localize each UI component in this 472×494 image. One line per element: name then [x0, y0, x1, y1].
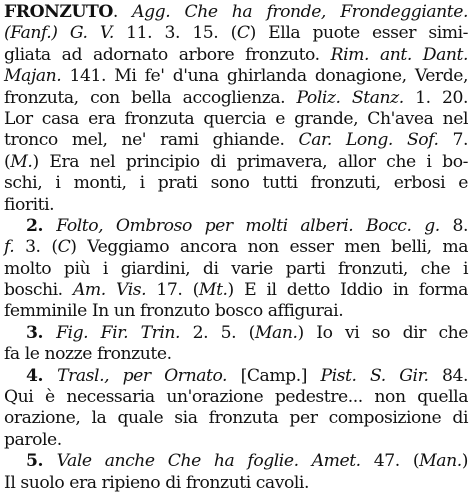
entry-italic-text: Fig. Fir. Trin. — [56, 322, 181, 343]
entry-text: ) Ella puote esser simi- — [249, 23, 469, 44]
entry-italic-text: Am. Vis. — [72, 280, 147, 301]
entry-line — [4, 280, 468, 301]
entry-text: 1. 20. — [403, 87, 468, 108]
entry-text: Lor casa era fronzuta quercia e grande, Ch'avea nel — [4, 108, 468, 129]
entry-line — [4, 66, 468, 87]
entry-text: ) — [461, 451, 468, 472]
entry-line — [4, 195, 468, 216]
entry-italic-text: C — [57, 237, 71, 258]
entry-text: ) Era nel principio di primavera, allor che i bo- — [32, 151, 468, 172]
entry-line — [4, 237, 468, 258]
entry-bold-text: 4. — [26, 365, 58, 386]
entry-line — [4, 130, 468, 151]
entry-text: ) E il detto Iddio in forma — [227, 280, 468, 301]
entry-line — [4, 366, 468, 387]
entry-text: 11. 3. 15. ( — [113, 23, 237, 44]
entry-text: 7. — [438, 130, 469, 151]
entry-text: ) Veggiamo ancora non esser men belli, ma — [70, 237, 468, 258]
entry-text: 8. — [439, 215, 468, 236]
entry-line — [4, 430, 468, 451]
entry-italic-text: C — [236, 23, 250, 44]
entry-line — [4, 173, 468, 194]
entry-italic-text: Mt. — [198, 280, 228, 301]
entry-line — [4, 301, 468, 322]
entry-text: 47. ( — [360, 451, 420, 472]
entry-line — [4, 2, 468, 23]
entry-text: 141. Mi fe' d'una ghirlanda donagione, Verde, — [61, 66, 468, 87]
entry-italic-text: Majan. — [4, 66, 62, 87]
entry-text: fioriti. — [4, 194, 55, 215]
entry-text: 2. 5. ( — [180, 322, 255, 343]
entry-line — [4, 152, 468, 173]
entry-italic-text: Trasl., per Ornato. — [57, 365, 228, 386]
entry-text: Il suolo era ripieno di fronzuti cavoli. — [4, 472, 309, 493]
entry-bold-text: 5. — [26, 451, 57, 472]
entry-text: fa le nozze fronzute. — [4, 344, 172, 365]
entry-line — [4, 88, 468, 109]
entry-bold-text: 3. — [26, 322, 57, 343]
entry-text: [Camp.] — [227, 365, 321, 386]
entry-text: tronco mel, ne' rami ghiande. — [4, 130, 299, 151]
entry-italic-text: Pist. S. Gir. — [320, 365, 429, 386]
entry-italic-text: Man. — [419, 451, 462, 472]
entry-italic-text: Poliz. Stanz. — [296, 87, 404, 108]
entry-italic-text: Folto, Ombroso per molti alberi. Bocc. g. — [56, 215, 440, 236]
entry-bold-text: 2. — [26, 215, 57, 236]
entry-italic-text: Car. Long. Sof. — [298, 130, 439, 151]
entry-text: parole. — [4, 429, 62, 450]
entry-text: femminile In un fronzuto bosco affigurai. — [4, 301, 344, 322]
entry-italic-text: f. — [4, 237, 15, 258]
entry-text: boschi. — [4, 280, 73, 301]
entry-line — [4, 408, 468, 429]
entry-text: Qui è necessaria un'orazione pedestre... non quella — [4, 387, 468, 408]
entry-text: orazione, la quale sia fronzuta per composizione di — [4, 408, 468, 429]
entry-text: schi, i monti, i prati sono tutti fronzuti, erbosi e — [4, 173, 468, 194]
entry-line — [4, 259, 468, 280]
dictionary-entry-fronzuto — [4, 2, 468, 494]
entry-line — [4, 473, 468, 494]
entry-line — [4, 387, 468, 408]
entry-text: 3. ( — [14, 237, 58, 258]
entry-line — [4, 323, 468, 344]
entry-text: gliata ad adornato arbore fronzuto. — [4, 44, 331, 65]
entry-bold-text: FRONZUTO — [4, 2, 113, 22]
entry-text: 17. ( — [146, 280, 199, 301]
entry-line — [4, 216, 468, 237]
entry-text: ( — [4, 151, 11, 172]
entry-text: molto più i giardini, di varie parti fronzuti, che i — [4, 258, 468, 279]
entry-italic-text: M. — [10, 151, 33, 172]
entry-text: 84. — [428, 365, 468, 386]
entry-line — [4, 45, 468, 66]
entry-italic-text: Vale anche Che ha foglie. Amet. — [56, 451, 361, 472]
entry-line — [4, 109, 468, 130]
entry-italic-text: Agg. Che ha fronde, Frondeggiante. — [132, 2, 468, 22]
entry-line — [4, 23, 468, 44]
entry-italic-text: Man. — [254, 322, 298, 343]
entry-text: fronzuta, con bella accoglienza. — [4, 87, 297, 108]
entry-line — [4, 344, 468, 365]
entry-line — [4, 451, 468, 472]
entry-text: ) Io vi so dir che — [297, 322, 468, 343]
entry-text: . — [112, 2, 133, 22]
entry-italic-text: Rim. ant. Dant. — [330, 44, 469, 65]
entry-italic-text: (Fanf.) G. V. — [4, 23, 114, 44]
